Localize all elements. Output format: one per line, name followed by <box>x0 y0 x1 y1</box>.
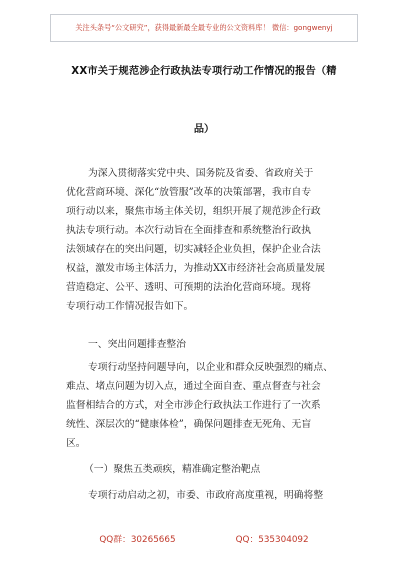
paragraph-line: 执法专项行动。本次行动旨在全面排查和系统整治行政执 <box>66 225 311 236</box>
paragraph-line: 权益，激发市场主体活力，为推动XX市经济社会高质量发展 <box>66 263 325 274</box>
document-title-line1: XX市关于规范涉企行政执法专项行动工作情况的报告（精 <box>71 66 337 77</box>
paragraph-line: 优化营商环境、深化“放管服”改革的决策部署，我市自专 <box>66 187 312 198</box>
paragraph-line: 专项行动工作情况报告如下。 <box>66 301 194 312</box>
footer-qq-group: QQ群：30265665 <box>99 535 176 545</box>
paragraph-line: 法领域存在的突出问题，切实减轻企业负担，保护企业合法 <box>66 244 321 255</box>
header-banner <box>50 14 358 42</box>
section-heading-1 <box>88 335 388 354</box>
paragraph-line: 为深入贯彻落实党中央、国务院及省委、省政府关于 <box>88 168 314 179</box>
paragraph-section1-body <box>66 377 366 453</box>
paragraph-line: 项行动以来，聚焦市场主体关切，组织开展了规范涉企行政 <box>66 206 321 217</box>
footer-qq: QQ：535304092 <box>235 535 309 545</box>
document-title-line2: 品） <box>193 124 215 135</box>
subsection-heading-1 <box>84 460 384 479</box>
paragraph-line: 区。 <box>66 438 86 449</box>
paragraph-line: 难点、堵点问题为切入点，通过全面自查、重点督查与社会 <box>66 381 321 392</box>
paragraph-line: 统性、深层次的“健康体检”，确保问题排查无死角、无盲 <box>66 419 312 430</box>
paragraph-subsection1 <box>88 486 388 505</box>
document-title <box>44 64 364 80</box>
subsection-heading-text: （一）聚焦五类顽疾，精准确定整治靶点 <box>84 464 261 475</box>
paragraph-intro-body <box>66 183 366 316</box>
paragraph-intro <box>66 164 366 183</box>
paragraph-line: 专项行动启动之初，市委、市政府高度重视，明确将整 <box>88 490 324 501</box>
paragraph-line: 营造稳定、公平、透明、可预期的法治化营商环境。现将 <box>66 282 311 293</box>
paragraph-section1-first <box>88 358 388 377</box>
document-title-continued <box>44 122 364 138</box>
header-banner-text: 关注头条号“公文研究”，获得最新最全最专业的公文资料库！ 微信：gongwenyj <box>75 23 333 32</box>
footer-contact <box>0 532 408 548</box>
section-heading-text: 一、突出问题排查整治 <box>88 339 186 350</box>
paragraph-line: 专项行动坚持问题导向，以企业和群众反映强烈的痛点、 <box>88 362 333 373</box>
paragraph-line: 监督相结合的方式，对全市涉企行政执法工作进行了一次系 <box>66 400 321 411</box>
